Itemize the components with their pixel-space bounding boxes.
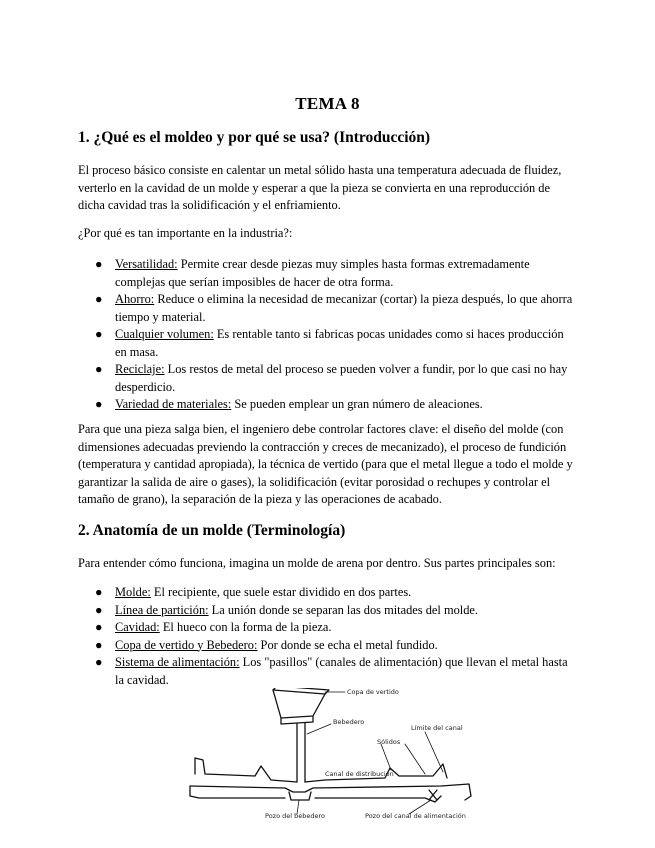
bullet-icon: ●: [95, 602, 103, 617]
bullet-icon: ●: [95, 327, 103, 341]
label-pozo-bebedero: Pozo del bebedero: [265, 812, 325, 820]
leader-limite: [425, 732, 443, 772]
bullet-icon: ●: [95, 397, 103, 411]
section2-heading: 2. Anatomía de un molde (Terminología): [78, 522, 346, 539]
item-text: El recipiente, que suele estar dividido en dos partes.: [150, 585, 412, 599]
bullet-icon: ●: [95, 655, 103, 669]
bullet-icon: ●: [95, 292, 103, 306]
item-term: Ahorro:: [115, 292, 155, 306]
list-item: [78, 256, 578, 291]
item-term: Cualquier volumen:: [115, 327, 214, 341]
page-title: TEMA 8: [295, 94, 360, 113]
bullet-icon: ●: [95, 585, 103, 599]
list-item: [78, 396, 578, 414]
list-item: [78, 291, 578, 326]
mold-base-right: [315, 796, 441, 802]
list-item: [78, 619, 578, 637]
advantages-list: [78, 256, 578, 414]
list-item: [78, 361, 578, 396]
list-item: [78, 326, 578, 361]
bullet-icon: ●: [95, 637, 103, 652]
sprue-well: [289, 792, 311, 800]
label-pozo-canal: Pozo del canal de alimentación: [365, 812, 466, 820]
leader-bebedero: [307, 724, 331, 734]
item-term: Reciclaje:: [115, 362, 165, 376]
gating-system-diagram: [185, 688, 475, 828]
section1-question: ¿Por qué es tan importante en la industria?:: [78, 226, 293, 240]
item-text: Los "pasillos" (canales de alimentación) que llevan el metal hasta la cavidad.: [115, 655, 568, 687]
label-canal: Canal de distribución: [325, 770, 394, 778]
section1-closing: Para que una pieza salga bien, el ingeniero debe controlar factores clave: el diseño del molde (con dimensiones adecuadas previendo la contracción y creces de mecanizado), el proceso de fundición (temperatura y cantidad apropiada), la técnica de vertido (para que el metal llegue a todo el molde y garantizar la salida de aire o gases), la solidificación (evitar porosidad o rechupes y controlar el tamaño de grano), la separación de la pieza y las operaciones de acabado.: [78, 422, 573, 506]
label-bebedero: Bebedero: [333, 718, 365, 726]
bullet-icon: ●: [95, 362, 103, 376]
leader-solidos-2: [405, 744, 425, 774]
item-text: Permite crear desde piezas muy simples hasta formas extremadamente complejas que serían imposibles de hacer de otra forma.: [115, 257, 530, 289]
item-term: Molde:: [115, 585, 151, 599]
runner-well-mark: [429, 790, 437, 800]
section1-heading: 1. ¿Qué es el moldeo y por qué se usa? (Introducción): [78, 129, 431, 146]
bullet-icon: ●: [95, 257, 103, 271]
list-item: [78, 637, 578, 655]
item-term: Copa de vertido y Bebedero:: [115, 637, 258, 652]
item-text: La unión donde se separan las dos mitades del molde.: [208, 602, 479, 617]
item-text: Es rentable tanto si fabricas pocas unidades como si haces producción en masa.: [115, 327, 564, 359]
item-text: Se pueden emplear un gran número de aleaciones.: [231, 397, 483, 411]
label-solidos: Sólidos: [377, 738, 401, 746]
section1-intro: El proceso básico consiste en calentar un metal sólido hasta una temperatura adecuada de fluidez, verterlo en la cavidad de un molde y esperar a que la pieza se convierta en una reproducción de dicha cavidad tras la solidificación y el enfriamiento.: [78, 163, 562, 212]
list-item: [78, 602, 578, 620]
runner-top: [195, 758, 447, 782]
label-limite: Límite del canal: [411, 724, 463, 732]
label-copa: Copa de vertido: [347, 688, 399, 696]
list-item: [78, 584, 578, 602]
item-text: El hueco con la forma de la pieza.: [159, 620, 332, 634]
item-term: Sistema de alimentación:: [115, 655, 240, 669]
item-term: Cavidad:: [115, 620, 160, 634]
terminology-list: [78, 584, 578, 689]
bullet-icon: ●: [95, 620, 103, 634]
mold-drawing: [185, 688, 475, 828]
item-term: Versatilidad:: [115, 257, 178, 271]
list-item: [78, 654, 578, 689]
section2-intro: Para entender cómo funciona, imagina un molde de arena por dentro. Sus partes principales son:: [78, 556, 556, 570]
item-text: Reduce o elimina la necesidad de mecanizar (cortar) la pieza después, lo que ahorra tiempo y material.: [115, 292, 573, 324]
item-text: Los restos de metal del proceso se pueden volver a fundir, por lo que casi no hay desperdicio.: [115, 362, 568, 394]
pouring-cup-shape: [273, 690, 325, 718]
item-text: Por donde se echa el metal fundido.: [257, 637, 438, 652]
item-term: Línea de partición:: [115, 602, 209, 617]
item-term: Variedad de materiales:: [115, 397, 232, 411]
leader-solidos-1: [381, 744, 391, 770]
